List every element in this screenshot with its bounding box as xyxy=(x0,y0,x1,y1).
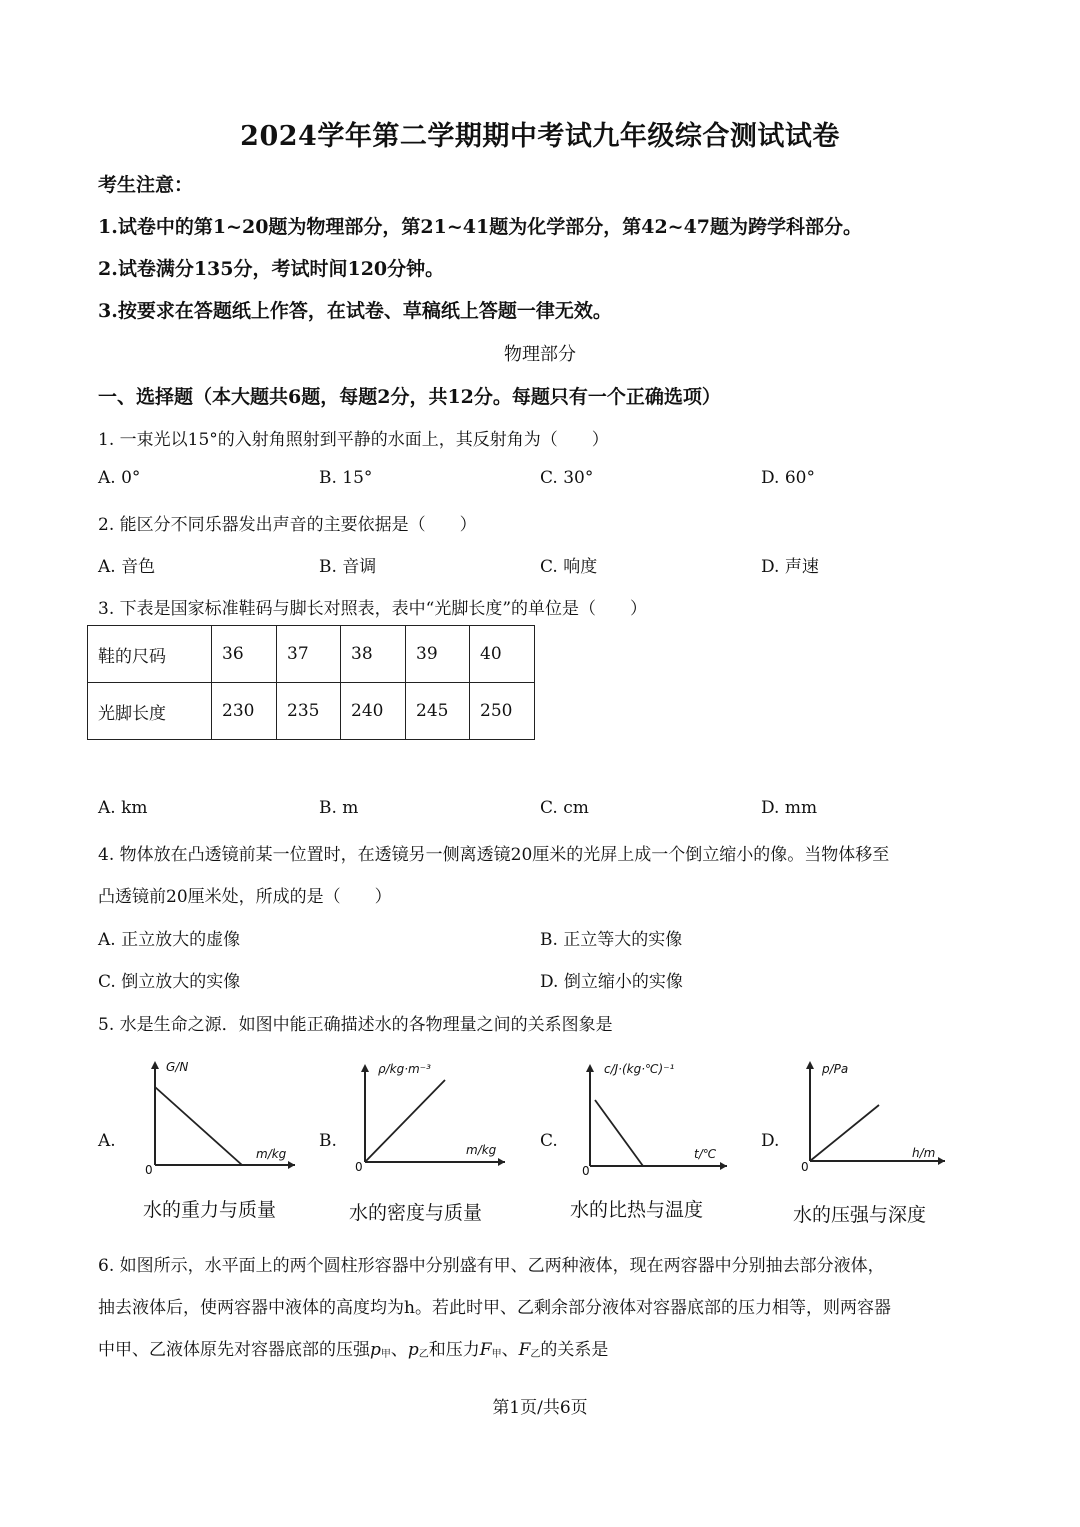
q4-option-a: A. 正立放大的虚像 xyxy=(98,930,241,950)
graph-b-xlabel: m/kg xyxy=(466,1143,497,1157)
graph-c-xlabel: t/℃ xyxy=(694,1147,717,1161)
q1-option-b: B. 15° xyxy=(319,468,373,488)
table-cell: 245 xyxy=(406,683,470,740)
y-axis-arrow xyxy=(806,1061,814,1069)
graph-b-letter: B. xyxy=(319,1131,337,1151)
question-4-stem-line1: 4. 物体放在凸透镜前某一位置时，在透镜另一侧离透镜20厘米的光屏上成一个倒立缩小的像。当物体移至 xyxy=(98,845,890,865)
x-axis-arrow xyxy=(498,1158,505,1166)
graph-line xyxy=(155,1087,242,1165)
question-5-stem: 5. 水是生命之源．如图中能正确描述水的各物理量之间的关系图象是 xyxy=(98,1015,613,1035)
graph-d-origin: 0 xyxy=(801,1160,809,1174)
part-heading: 一、选择题（本大题共6题，每题2分，共12分。每题只有一个正确选项） xyxy=(98,386,721,408)
q1-option-a: A. 0° xyxy=(98,468,141,488)
q1-option-c: C. 30° xyxy=(540,468,594,488)
q2-option-c: C. 响度 xyxy=(540,557,598,577)
graph-c-caption: 水的比热与温度 xyxy=(570,1199,704,1221)
q6-sub-yi: 乙 xyxy=(418,1349,429,1360)
question-6-line2: 抽去液体后，使两容器中液体的高度均为h。若此时甲、乙剩余部分液体对容器底部的压力相等，则两容器 xyxy=(98,1298,891,1318)
page-title: 2024学年第二学期期中考试九年级综合测试试卷 xyxy=(240,121,840,152)
graph-b-caption: 水的密度与质量 xyxy=(349,1202,483,1224)
graph-a-origin: 0 xyxy=(145,1163,153,1177)
q3-option-c: C. cm xyxy=(540,798,589,818)
table-cell: 40 xyxy=(470,626,535,683)
q6-sub-jia: 甲 xyxy=(380,1349,391,1360)
graph-line xyxy=(595,1100,643,1166)
table-cell: 230 xyxy=(212,683,277,740)
graph-d-caption: 水的压强与深度 xyxy=(793,1204,927,1226)
table-cell: 光脚长度 xyxy=(88,683,212,740)
question-2-stem: 2. 能区分不同乐器发出声音的主要依据是（ ） xyxy=(98,515,477,535)
graph-c-ylabel: c/J·(kg·℃)⁻¹ xyxy=(604,1062,675,1076)
graph-line xyxy=(365,1080,445,1162)
graph-b-origin: 0 xyxy=(355,1160,363,1174)
q1-option-d: D. 60° xyxy=(761,468,815,488)
shoe-size-table xyxy=(87,625,535,740)
q6-sep: 、 xyxy=(390,1340,408,1360)
table-cell: 38 xyxy=(341,626,406,683)
graph-a-caption: 水的重力与质量 xyxy=(143,1199,277,1221)
table-cell: 240 xyxy=(341,683,406,740)
notice-heading: 考生注意： xyxy=(98,174,194,196)
q6-sep-2: 、 xyxy=(501,1340,519,1360)
notice-item: 1.试卷中的第1~20题为物理部分，第21~41题为化学部分，第42~47题为跨学科部分。 xyxy=(98,216,863,238)
graph-c xyxy=(577,1058,737,1183)
q6-f-yi: F xyxy=(518,1340,531,1360)
graph-b xyxy=(350,1058,510,1183)
graph-d-letter: D. xyxy=(761,1131,780,1151)
question-4-stem-line2: 凸透镜前20厘米处，所成的是（ ） xyxy=(98,887,392,907)
graph-c-letter: C. xyxy=(540,1131,558,1151)
graph-a-letter: A. xyxy=(98,1131,116,1151)
q6-p-yi: p xyxy=(407,1340,419,1360)
q6-sub-yi-2: 乙 xyxy=(530,1349,541,1360)
table-row xyxy=(88,683,535,740)
graph-d xyxy=(795,1055,955,1180)
q2-option-a: A. 音色 xyxy=(98,557,156,577)
q4-option-d: D. 倒立缩小的实像 xyxy=(540,972,683,992)
graph-a xyxy=(140,1055,300,1180)
q4-option-b: B. 正立等大的实像 xyxy=(540,930,683,950)
question-1-stem: 1. 一束光以15°的入射角照射到平静的水面上，其反射角为（ ） xyxy=(98,430,609,450)
q4-option-c: C. 倒立放大的实像 xyxy=(98,972,241,992)
q3-option-d: D. mm xyxy=(761,798,818,818)
graph-a-ylabel: G/N xyxy=(166,1060,189,1074)
graph-b-ylabel: ρ/kg·m⁻³ xyxy=(378,1062,431,1076)
table-cell: 39 xyxy=(406,626,470,683)
q3-option-b: B. m xyxy=(319,798,359,818)
x-axis-arrow xyxy=(720,1162,727,1170)
q6-f-jia: F xyxy=(479,1340,492,1360)
q6-line3-suffix: 的关系是 xyxy=(540,1340,609,1360)
q6-p-jia: p xyxy=(370,1340,381,1360)
question-6-line3 xyxy=(98,1335,608,1360)
x-axis-arrow xyxy=(288,1161,295,1169)
table-cell: 37 xyxy=(277,626,341,683)
page-footer: 第1页/共6页 xyxy=(492,1398,588,1418)
table-cell: 鞋的尺码 xyxy=(88,626,212,683)
q6-sub-jia-2: 甲 xyxy=(491,1349,502,1360)
table-cell: 250 xyxy=(470,683,535,740)
question-3-stem: 3. 下表是国家标准鞋码与脚长对照表，表中“光脚长度”的单位是（ ） xyxy=(98,599,648,619)
graph-c-origin: 0 xyxy=(582,1164,590,1178)
question-6-line1: 6. 如图所示，水平面上的两个圆柱形容器中分别盛有甲、乙两种液体，现在两容器中分别抽去部分液体， xyxy=(98,1256,885,1276)
notice-item: 2.试卷满分135分，考试时间120分钟。 xyxy=(98,258,445,280)
y-axis-arrow xyxy=(361,1064,369,1072)
q6-line3-prefix: 中甲、乙液体原先对容器底部的压强 xyxy=(98,1340,370,1360)
q2-option-b: B. 音调 xyxy=(319,557,377,577)
table-row xyxy=(88,626,535,683)
q2-option-d: D. 声速 xyxy=(761,557,819,577)
section-title: 物理部分 xyxy=(504,344,576,365)
graph-line xyxy=(810,1105,879,1161)
graph-a-xlabel: m/kg xyxy=(256,1147,287,1161)
x-axis-arrow xyxy=(938,1157,945,1165)
y-axis-arrow xyxy=(151,1061,159,1069)
table-cell: 36 xyxy=(212,626,277,683)
q6-and-force: 和压力 xyxy=(428,1340,480,1360)
q3-option-a: A. km xyxy=(98,798,148,818)
notice-item: 3.按要求在答题纸上作答，在试卷、草稿纸上答题一律无效。 xyxy=(98,300,612,322)
y-axis-arrow xyxy=(586,1064,594,1072)
graph-d-xlabel: h/m xyxy=(912,1146,936,1160)
graph-d-ylabel: p/Pa xyxy=(822,1062,849,1076)
table-cell: 235 xyxy=(277,683,341,740)
